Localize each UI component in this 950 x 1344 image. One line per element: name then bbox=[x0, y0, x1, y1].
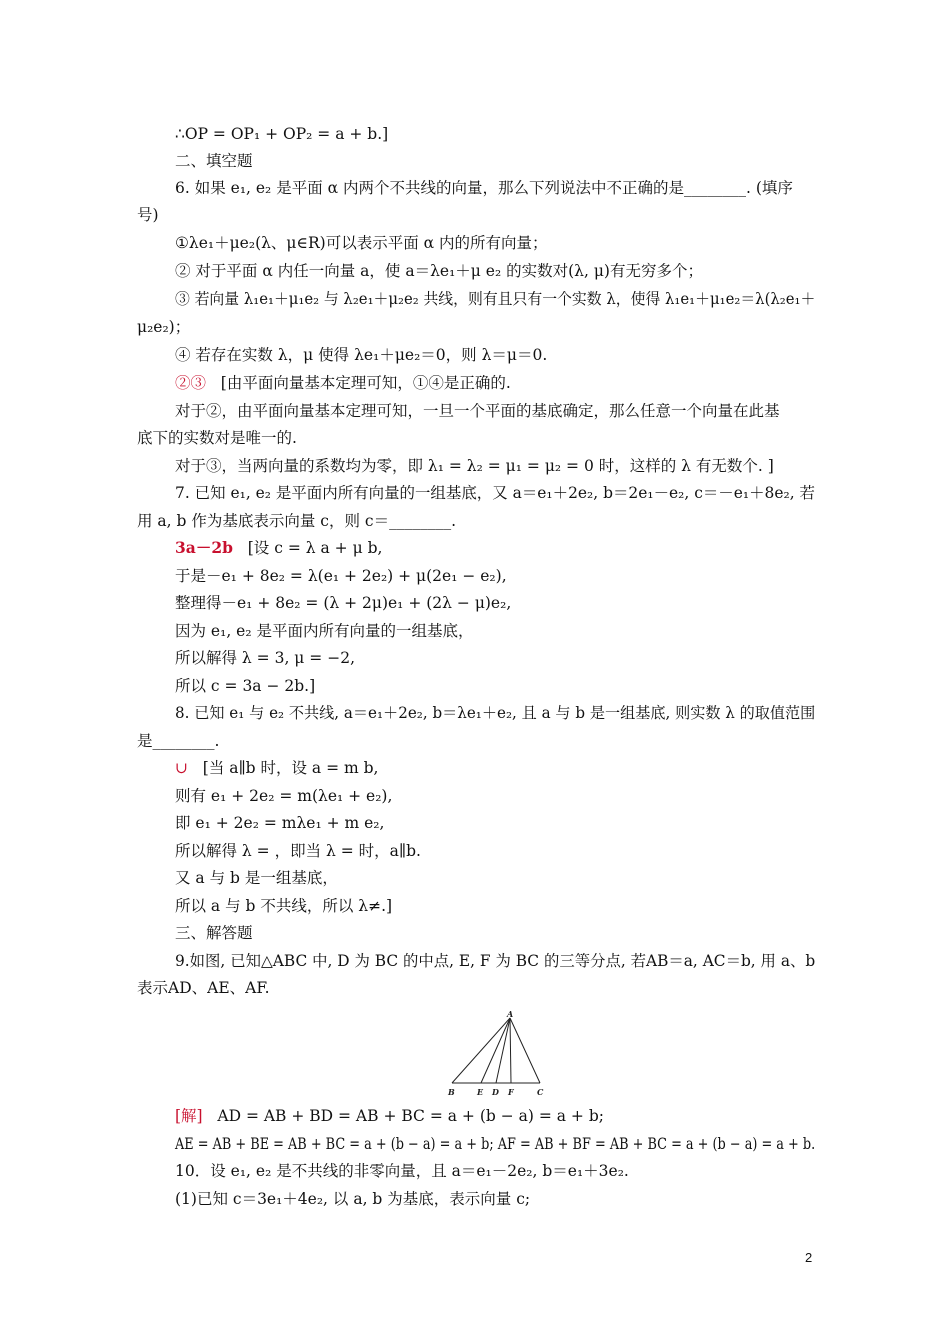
text-line: 号) bbox=[137, 206, 159, 224]
text-line: 又 a 与 b 是一组基底， bbox=[175, 869, 338, 887]
label-a: A bbox=[507, 1010, 514, 1019]
text-line: 于是－e₁ + 8e₂ = λ(e₁ + 2e₂) + μ(2e₁ − e₂), bbox=[175, 567, 507, 585]
question-8: 8. 已知 e₁ 与 e₂ 不共线, a＝e₁＋2e₂, b＝λe₁＋e₂, 且 a 与 b 是一组基底, 则实数 λ 的取值范围 bbox=[175, 704, 816, 722]
option-1: ①λe₁＋μe₂(λ、μ∈R)可以表示平面 α 内的所有向量； bbox=[175, 234, 548, 252]
text-line: (1)已知 c＝3e₁＋4e₂, 以 a, b 为基底，表示向量 c; bbox=[175, 1190, 531, 1208]
answer-7: 3a－2b bbox=[175, 538, 233, 557]
text-line: 所以 a 与 b 不共线，所以 λ≠.] bbox=[175, 897, 393, 915]
triangle-diagram bbox=[440, 1010, 550, 1100]
section-heading: 二、填空题 bbox=[175, 152, 253, 170]
text-line: 表示AD、AE、AF. bbox=[137, 979, 270, 997]
explanation: [由平面向量基本定理可知，①④是正确的. bbox=[220, 374, 511, 392]
question-9: 9.如图, 已知△ABC 中, D 为 BC 的中点, E, F 为 BC 的三等分点, 若AB＝a, AC＝b, 用 a、b bbox=[175, 952, 816, 970]
option-4: ④ 若存在实数 λ，μ 使得 λe₁＋μe₂＝0，则 λ＝μ＝0. bbox=[175, 346, 548, 364]
question-10: 10．设 e₁, e₂ 是不共线的非零向量，且 a＝e₁－2e₂, b＝e₁＋3e₂. bbox=[175, 1162, 629, 1180]
text-line: 底下的实数对是唯一的. bbox=[137, 429, 297, 447]
label-f: F bbox=[508, 1087, 514, 1097]
question-7: 7. 已知 e₁, e₂ 是平面内所有向量的一组基底，又 a＝e₁＋2e₂, b＝2e₁－e₂, c＝－e₁＋8e₂, 若 bbox=[175, 484, 816, 502]
question-6: 6. 如果 e₁, e₂ 是平面 α 内两个不共线的向量，那么下列说法中不正确的是________. (填序 bbox=[175, 179, 793, 197]
option-3: ③ 若向量 λ₁e₁＋μ₁e₂ 与 λ₂e₁＋μ₂e₂ 共线，则有且只有一个实数 λ，使得 λ₁e₁＋μ₁e₂＝λ(λ₂e₁＋ bbox=[175, 290, 816, 308]
label-e: E bbox=[477, 1087, 484, 1097]
answer-line bbox=[175, 537, 382, 559]
text-line: 则有 e₁ + 2e₂ = m(λe₁ + e₂), bbox=[175, 787, 393, 805]
text-line: 整理得－e₁ + 8e₂ = (λ + 2μ)e₁ + (2λ − μ)e₂, bbox=[175, 594, 512, 612]
answer-line bbox=[175, 757, 379, 779]
answer-9-label: [解] bbox=[175, 1107, 203, 1125]
text-line: μ₂e₂)； bbox=[137, 318, 191, 336]
label-d: D bbox=[492, 1087, 499, 1097]
text-line: 是________. bbox=[137, 732, 220, 750]
text-line: 所以解得 λ = ，即当 λ = 时，a∥b. bbox=[175, 842, 421, 860]
text-line: ∴OP = OP₁ + OP₂ = a + b.] bbox=[175, 125, 389, 143]
text-line: 即 e₁ + 2e₂ = mλe₁ + m e₂, bbox=[175, 814, 385, 832]
answer-6: ②③ bbox=[175, 374, 207, 392]
answer-8: ∪ bbox=[175, 759, 188, 777]
option-2: ② 对于平面 α 内任一向量 a，使 a＝λe₁＋μ e₂ 的实数对(λ, μ)有无穷多个； bbox=[175, 262, 703, 280]
text-line: 所以 c = 3a − 2b.] bbox=[175, 677, 316, 695]
text-line: 用 a, b 作为基底表示向量 c，则 c＝________. bbox=[137, 512, 457, 530]
section-heading: 三、解答题 bbox=[175, 924, 253, 942]
answer-line bbox=[175, 372, 511, 394]
label-c: C bbox=[537, 1087, 544, 1097]
text-line: 因为 e₁, e₂ 是平面内所有向量的一组基底， bbox=[175, 622, 474, 640]
explanation: [当 a∥b 时，设 a = m b, bbox=[202, 759, 379, 777]
text-line: 对于②，由平面向量基本定理可知，一旦一个平面的基底确定，那么任意一个向量在此基 bbox=[175, 402, 780, 420]
explanation: [设 c = λ a + μ b, bbox=[247, 539, 383, 557]
page-number: 2 bbox=[805, 1250, 813, 1265]
text-line: 对于③，当两向量的系数均为零，即 λ₁ = λ₂ = μ₁ = μ₂ = 0 时，这样的 λ 有无数个. ] bbox=[175, 457, 774, 475]
label-b: B bbox=[448, 1087, 455, 1097]
explanation: AD = AB + BD = AB + BC = a + (b − a) = a + b; bbox=[217, 1107, 604, 1125]
answer-line bbox=[175, 1105, 604, 1127]
text-line: AE = AB + BE = AB + BC = a + (b − a) = a + b; AF = AB + BF = AB + BC = a + (b − a) = a + b. bbox=[175, 1135, 816, 1153]
text-line: 所以解得 λ = 3, μ = −2, bbox=[175, 649, 355, 667]
